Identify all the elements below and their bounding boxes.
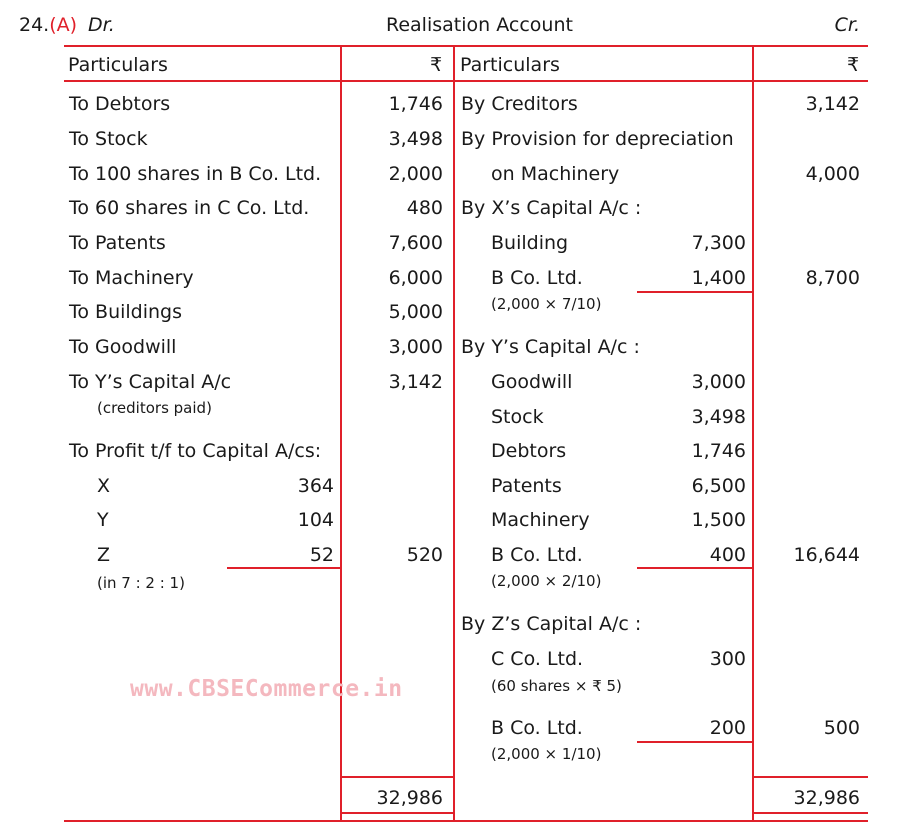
partner-share: 104 bbox=[297, 509, 334, 531]
debit-grand-total: 32,986 bbox=[376, 787, 443, 809]
right-total-top-rule bbox=[752, 776, 868, 778]
credit-item-amount: 7,300 bbox=[691, 232, 746, 254]
right-amount-divider bbox=[752, 45, 754, 822]
debit-amount: 3,000 bbox=[388, 336, 443, 358]
debit-label: To Y’s Capital A/c bbox=[69, 371, 232, 393]
credit-item: B Co. Ltd. bbox=[491, 717, 583, 739]
credit-grand-total: 32,986 bbox=[793, 787, 860, 809]
credit-item-note: (60 shares × ₹ 5) bbox=[491, 677, 622, 695]
profit-ratio: (in 7 : 2 : 1) bbox=[97, 574, 185, 592]
bottom-rule bbox=[64, 820, 868, 822]
header-rule bbox=[64, 80, 868, 82]
profit-total: 520 bbox=[406, 544, 443, 566]
question-part: (A) bbox=[49, 14, 78, 36]
partner-share: 52 bbox=[309, 544, 334, 566]
debit-label: To Goodwill bbox=[69, 336, 177, 358]
cr-label: Cr. bbox=[834, 14, 860, 36]
capital-total: 8,700 bbox=[805, 267, 860, 289]
credit-item-amount: 1,400 bbox=[691, 267, 746, 289]
credit-item: B Co. Ltd. bbox=[491, 267, 583, 289]
credit-item: Machinery bbox=[491, 509, 590, 531]
left-total-top-rule bbox=[340, 776, 455, 778]
credit-label: on Machinery bbox=[491, 163, 620, 185]
debit-label: To 60 shares in C Co. Ltd. bbox=[69, 197, 310, 219]
credit-item-amount: 400 bbox=[709, 544, 746, 566]
partner-name: Y bbox=[97, 509, 109, 531]
credit-item-amount: 6,500 bbox=[691, 475, 746, 497]
credit-label: By Creditors bbox=[461, 93, 578, 115]
debit-amount: 2,000 bbox=[388, 163, 443, 185]
debit-amount: 5,000 bbox=[388, 301, 443, 323]
credit-item-note: (2,000 × 7/10) bbox=[491, 295, 602, 313]
credit-amount: 4,000 bbox=[805, 163, 860, 185]
right-total-double-rule bbox=[752, 812, 868, 814]
capital-total: 500 bbox=[823, 717, 860, 739]
credit-item: Goodwill bbox=[491, 371, 573, 393]
profit-label: To Profit t/f to Capital A/cs: bbox=[69, 440, 322, 462]
debit-amount: 6,000 bbox=[388, 267, 443, 289]
profit-subtotal-rule bbox=[227, 567, 340, 569]
subtotal-rule bbox=[637, 567, 752, 569]
credit-item: Patents bbox=[491, 475, 562, 497]
debit-label: To Stock bbox=[69, 128, 148, 150]
credit-amount: 3,142 bbox=[805, 93, 860, 115]
credit-item-note: (2,000 × 2/10) bbox=[491, 572, 602, 590]
debit-amount: 7,600 bbox=[388, 232, 443, 254]
debit-amount: 3,142 bbox=[388, 371, 443, 393]
capital-account-label: By Z’s Capital A/c : bbox=[461, 613, 642, 635]
left-particulars-header: Particulars bbox=[68, 54, 168, 76]
capital-account-label: By X’s Capital A/c : bbox=[461, 197, 642, 219]
credit-item-amount: 200 bbox=[709, 717, 746, 739]
debit-label: To Debtors bbox=[69, 93, 171, 115]
debit-label: To Machinery bbox=[69, 267, 194, 289]
right-rupee-header: ₹ bbox=[847, 54, 860, 76]
partner-share: 364 bbox=[297, 475, 334, 497]
debit-amount: 3,498 bbox=[388, 128, 443, 150]
left-rupee-header: ₹ bbox=[430, 54, 443, 76]
debit-note: (creditors paid) bbox=[97, 399, 212, 417]
credit-item-amount: 1,500 bbox=[691, 509, 746, 531]
partner-name: X bbox=[97, 475, 111, 497]
account-title: Realisation Account bbox=[386, 14, 573, 36]
capital-total: 16,644 bbox=[793, 544, 860, 566]
right-particulars-header: Particulars bbox=[460, 54, 560, 76]
credit-item: Debtors bbox=[491, 440, 567, 462]
credit-item: Building bbox=[491, 232, 569, 254]
credit-item-amount: 1,746 bbox=[691, 440, 746, 462]
left-total-double-rule bbox=[340, 812, 455, 814]
credit-item-amount: 3,498 bbox=[691, 406, 746, 428]
debit-label: To Buildings bbox=[69, 301, 183, 323]
center-divider bbox=[453, 45, 455, 822]
credit-item: B Co. Ltd. bbox=[491, 544, 583, 566]
left-amount-divider bbox=[340, 45, 342, 822]
capital-account-label: By Y’s Capital A/c : bbox=[461, 336, 640, 358]
dr-label: Dr. bbox=[88, 14, 115, 36]
credit-item: C Co. Ltd. bbox=[491, 648, 584, 670]
credit-item: Stock bbox=[491, 406, 544, 428]
debit-amount: 1,746 bbox=[388, 93, 443, 115]
credit-label: By Provision for depreciation bbox=[461, 128, 734, 150]
top-rule bbox=[64, 45, 868, 47]
credit-item-amount: 300 bbox=[709, 648, 746, 670]
watermark: www.CBSECommerce.in bbox=[130, 676, 403, 702]
debit-amount: 480 bbox=[406, 197, 443, 219]
credit-item-note: (2,000 × 1/10) bbox=[491, 745, 602, 763]
question-number: 24.(A) bbox=[19, 14, 78, 36]
subtotal-rule bbox=[637, 291, 752, 293]
debit-label: To Patents bbox=[69, 232, 166, 254]
credit-item-amount: 3,000 bbox=[691, 371, 746, 393]
subtotal-rule bbox=[637, 741, 752, 743]
partner-name: Z bbox=[97, 544, 111, 566]
debit-label: To 100 shares in B Co. Ltd. bbox=[69, 163, 322, 185]
